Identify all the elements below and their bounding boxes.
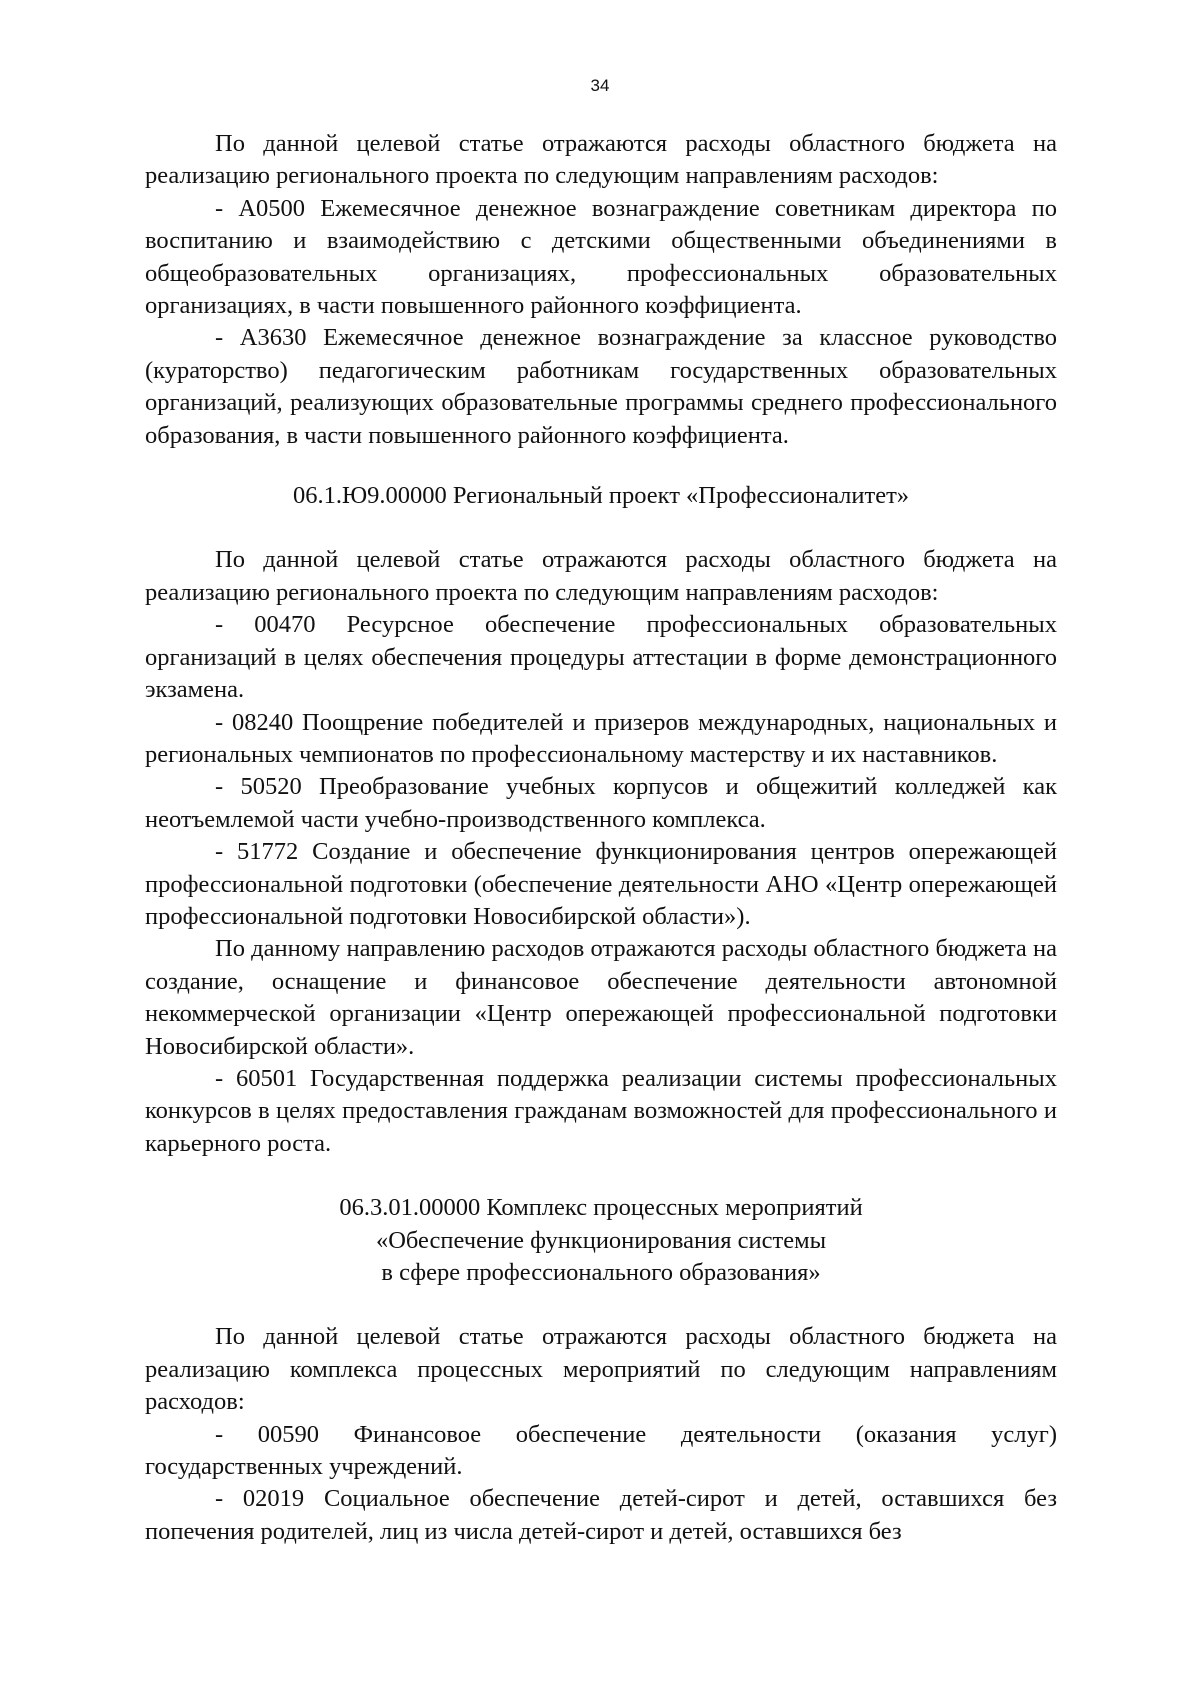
paragraph: - 60501 Государственная поддержка реализации системы профессиональных конкурсов в целях предоставления гражданам возможностей для профессионального и карьерного роста.	[145, 1064, 1057, 1157]
section-heading-line: 06.3.01.00000 Комплекс процессных мероприятий	[339, 1194, 863, 1222]
paragraph: По данному направлению расходов отражаются расходы областного бюджета на создание, оснащение и финансовое обеспечение деятельности автономной некоммерческой организации «Центр опережающей профессиональной подготовки Новосибирской области».	[145, 935, 1057, 1060]
paragraph: - А3630 Ежемесячное денежное вознаграждение за классное руководство (кураторство) педагогическим работникам государственных образовательных организаций, реализующих образовательные программы среднего профессионального образования, в части повышенного районного коэффициента.	[145, 324, 1057, 449]
paragraph: - 51772 Создание и обеспечение функционирования центров опережающей профессиональной подготовки (обеспечение деятельности АНО «Центр опережающей профессиональной подготовки Новосибирской области»).	[145, 838, 1057, 930]
document-body	[145, 128, 1057, 1548]
paragraph: По данной целевой статье отражаются расходы областного бюджета на реализацию регионального проекта по следующим направлениям расходов:	[145, 546, 1057, 606]
paragraph: - 00470 Ресурсное обеспечение профессиональных образовательных организаций в целях обеспечения процедуры аттестации в форме демонстрационного экзамена.	[145, 611, 1057, 704]
section-heading: 06.1.Ю9.00000 Региональный проект «Профессионалитет»	[292, 482, 910, 510]
paragraph: - А0500 Ежемесячное денежное вознаграждение советникам директора по воспитанию и взаимодействию с детскими общественными объединениями в общеобразовательных организациях, профессиональных образовательных организациях, в части повышенного районного коэффициента.	[145, 194, 1057, 320]
paragraph: - 08240 Поощрение победителей и призеров международных, национальных и региональных чемпионатов по профессиональному мастерству и их наставников.	[145, 708, 1057, 768]
section-heading-line: в сфере профессионального образования»	[381, 1259, 821, 1286]
paragraph: - 02019 Социальное обеспечение детей-сирот и детей, оставшихся без попечения родителей, лиц из числа детей-сирот и детей, оставшихся без	[145, 1485, 1057, 1545]
paragraph: По данной целевой статье отражаются расходы областного бюджета на реализацию комплекса процессных мероприятий по следующим направлениям расходов:	[145, 1323, 1057, 1416]
page-number: 34	[590, 76, 610, 95]
paragraph: - 50520 Преобразование учебных корпусов и общежитий колледжей как неотъемлемой части учебно-производственного комплекса.	[145, 773, 1057, 833]
paragraph: По данной целевой статье отражаются расходы областного бюджета на реализацию регионального проекта по следующим направлениям расходов:	[145, 130, 1057, 190]
section-heading-line: «Обеспечение функционирования системы	[375, 1226, 827, 1254]
paragraph: - 00590 Финансовое обеспечение деятельности (оказания услуг) государственных учреждений.	[145, 1420, 1057, 1481]
